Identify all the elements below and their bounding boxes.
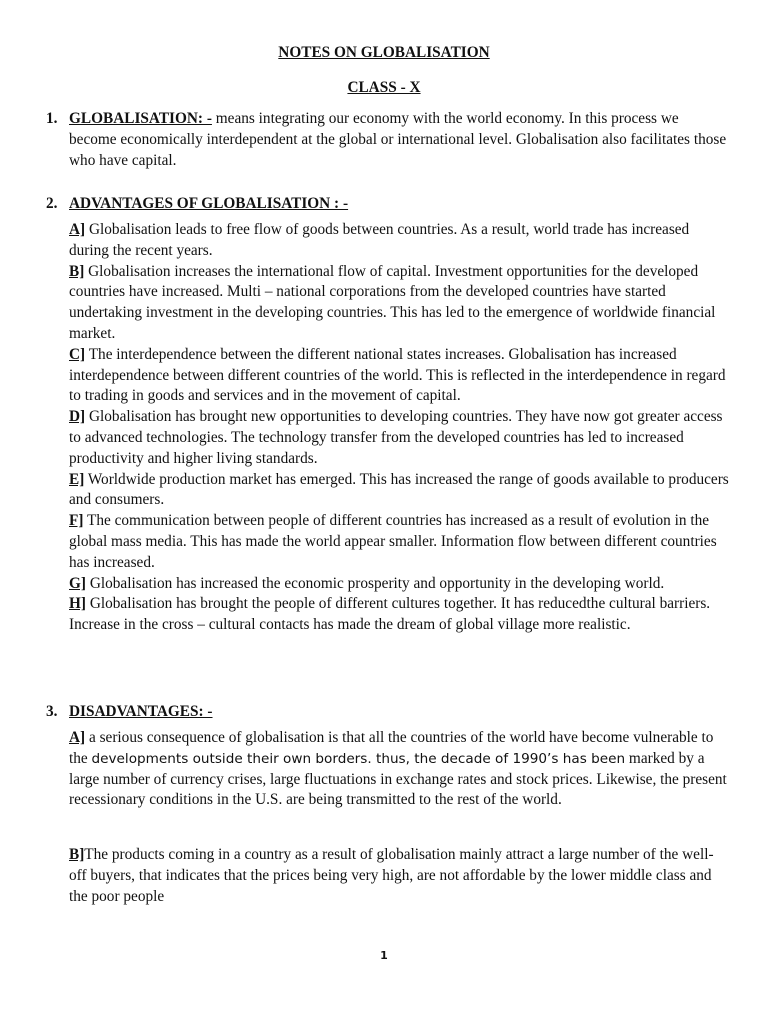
item-label: B]	[69, 262, 85, 280]
list-item: F] The communication between people of different countries has increased as a result of evolution in the global mass media. This has made the world appear smaller. Information flow between different countries has increased.	[69, 512, 717, 571]
section-1-number: 1.	[46, 110, 58, 127]
item-label: E]	[69, 470, 85, 488]
page-number: 1	[380, 949, 388, 962]
section-2-heading: ADVANTAGES OF GLOBALISATION : -	[69, 195, 349, 212]
list-item: C] The interdependence between the different national states increases. Globalisation has increased interdependence between different countries of the world. This is reflected in the interdependence in regard to trading in goods and services and in the movement of capital.	[69, 345, 726, 405]
advantages-list	[69, 220, 729, 636]
disadvantage-a: A] a serious consequence of globalisation is that all the countries of the world have become vulnerable to the developments outside their own borders. thus, the decade of 1990’s has been marked by a large number of currency crises, large fluctuations in exchange rates and stock prices. Likewise, the present recessionary conditions in the U.S. are being transmitted to the rest of the world.	[69, 729, 727, 809]
list-item: G] Globalisation has increased the economic prosperity and opportunity in the developing world.	[69, 574, 665, 592]
section-2-number: 2.	[46, 195, 58, 212]
item-label: A]	[69, 221, 86, 238]
section-1	[69, 109, 729, 171]
section-1-text: means integrating our economy with the world economy. In this process we become economically interdependent at the global or international level. Globalisation also facilitates those who have capital.	[69, 110, 727, 169]
item-label: F]	[69, 512, 84, 530]
list-item: B] Globalisation increases the international flow of capital. Investment opportunities for the developed countries have increased. Multi – national corporations from the developed countries have started undertaking investment in the developing countries. This has led to the emergence of worldwide financial market.	[69, 262, 716, 342]
item-label: D]	[69, 408, 86, 426]
item-label: H]	[69, 595, 86, 613]
disadvantage-b: B]The products coming in a country as a result of globalisation mainly attract a large number of the well-off buyers, that indicates that the prices being very high, are not affordable by the lower middle class and the poor people	[69, 846, 714, 905]
item-label: A]	[69, 729, 86, 746]
section-3-number: 3.	[46, 703, 58, 720]
page-subtitle: CLASS - X	[347, 79, 421, 96]
list-item: D] Globalisation has brought new opportunities to developing countries. They have now got greater access to advanced technologies. The technology transfer from the developed countries has led to increased productivity and higher living standards.	[69, 408, 723, 467]
list-item: E] Worldwide production market has emerged. This has increased the range of goods available to producers and consumers.	[69, 470, 729, 509]
list-item: H] Globalisation has brought the people of different cultures together. It has reducedthe cultural barriers. Increase in the cross – cultural contacts has made the dream of global village more realistic.	[69, 595, 711, 634]
section-3-heading: DISADVANTAGES: -	[69, 703, 213, 720]
item-label: B]	[69, 846, 85, 863]
item-label: G]	[69, 574, 86, 592]
section-1-heading: GLOBALISATION: -	[69, 110, 212, 127]
item-label: C]	[69, 345, 86, 363]
page-title: NOTES ON GLOBALISATION	[278, 44, 490, 61]
list-item: A] Globalisation leads to free flow of goods between countries. As a result, world trade has increased during the recent years.	[69, 221, 690, 259]
